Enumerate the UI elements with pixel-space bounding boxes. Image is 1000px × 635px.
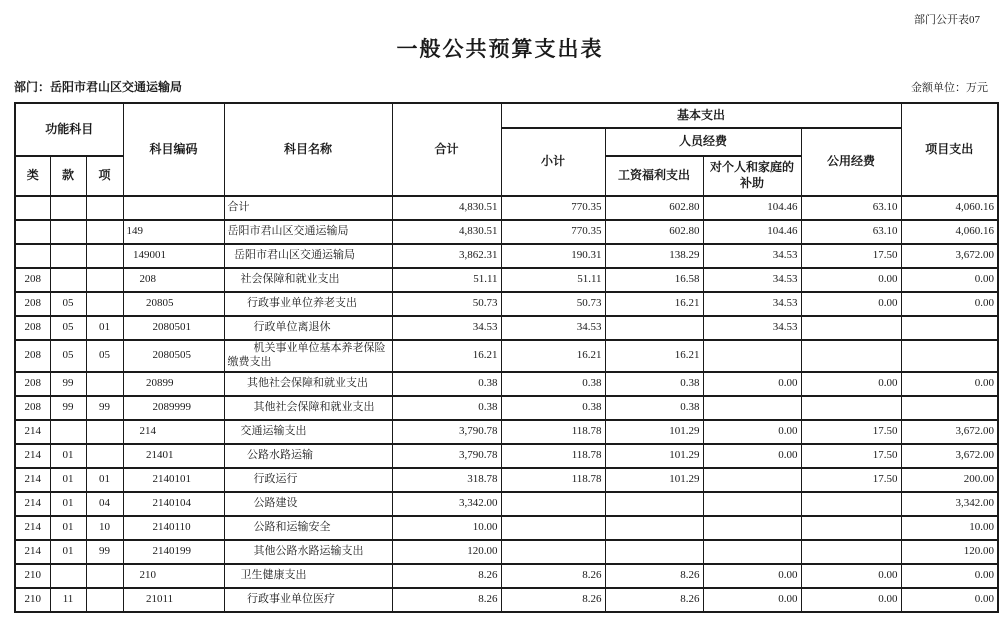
cell-project-expenditure: 120.00 (901, 540, 998, 564)
table-row (15, 588, 998, 612)
cell-salary-welfare: 602.80 (605, 196, 703, 220)
cell-class: 210 (15, 564, 50, 588)
table-row (15, 468, 998, 492)
cell-total: 0.38 (392, 396, 501, 420)
cell-item (86, 220, 123, 244)
cell-subject-name: 其他社会保障和就业支出 (224, 396, 392, 420)
cell-public-funds: 0.00 (801, 372, 901, 396)
cell-class: 214 (15, 516, 50, 540)
cell-subject-name: 行政单位离退休 (224, 316, 392, 340)
cell-item (86, 268, 123, 292)
cell-family-subsidy (703, 396, 801, 420)
header-class: 类 (15, 156, 50, 196)
cell-family-subsidy: 34.53 (703, 244, 801, 268)
table-row (15, 492, 998, 516)
cell-total: 4,830.51 (392, 196, 501, 220)
cell-total: 10.00 (392, 516, 501, 540)
cell-family-subsidy: 34.53 (703, 316, 801, 340)
table-row (15, 340, 998, 372)
cell-class: 208 (15, 340, 50, 372)
cell-section: 05 (50, 316, 86, 340)
cell-class: 208 (15, 268, 50, 292)
cell-project-expenditure: 10.00 (901, 516, 998, 540)
cell-section: 11 (50, 588, 86, 612)
cell-project-expenditure: 4,060.16 (901, 220, 998, 244)
cell-salary-welfare: 101.29 (605, 468, 703, 492)
cell-item: 99 (86, 396, 123, 420)
header-section: 款 (50, 156, 86, 196)
cell-subject-code: 2140104 (123, 492, 224, 516)
cell-subject-code: 2089999 (123, 396, 224, 420)
cell-subject-code: 149001 (123, 244, 224, 268)
cell-item: 01 (86, 468, 123, 492)
cell-section: 05 (50, 292, 86, 316)
cell-salary-welfare: 602.80 (605, 220, 703, 244)
cell-salary-welfare: 16.21 (605, 292, 703, 316)
cell-class: 214 (15, 492, 50, 516)
cell-subject-name: 岳阳市君山区交通运输局 (224, 220, 392, 244)
cell-section (50, 196, 86, 220)
cell-class (15, 244, 50, 268)
cell-subtotal: 51.11 (501, 268, 605, 292)
cell-class (15, 220, 50, 244)
cell-subtotal: 8.26 (501, 588, 605, 612)
cell-subject-code: 214 (123, 420, 224, 444)
cell-subject-code: 21011 (123, 588, 224, 612)
header-public-funds: 公用经费 (801, 128, 901, 196)
header-functional-subject: 功能科目 (15, 103, 123, 156)
cell-subject-name: 交通运输支出 (224, 420, 392, 444)
cell-salary-welfare (605, 316, 703, 340)
cell-total: 318.78 (392, 468, 501, 492)
cell-salary-welfare: 138.29 (605, 244, 703, 268)
table-row (15, 220, 998, 244)
cell-section (50, 420, 86, 444)
cell-class: 214 (15, 420, 50, 444)
header-subtotal: 小计 (501, 128, 605, 196)
cell-project-expenditure: 0.00 (901, 564, 998, 588)
header-family-subsidy: 对个人和家庭的补助 (703, 156, 801, 196)
cell-total: 3,790.78 (392, 444, 501, 468)
table-row (15, 564, 998, 588)
cell-subject-code: 20899 (123, 372, 224, 396)
cell-subject-code: 2080501 (123, 316, 224, 340)
cell-subject-code: 2080505 (123, 340, 224, 372)
cell-class: 210 (15, 588, 50, 612)
cell-section (50, 268, 86, 292)
cell-family-subsidy: 104.46 (703, 220, 801, 244)
cell-family-subsidy: 104.46 (703, 196, 801, 220)
table-row (15, 540, 998, 564)
cell-project-expenditure: 3,342.00 (901, 492, 998, 516)
cell-family-subsidy: 34.53 (703, 268, 801, 292)
table-row (15, 268, 998, 292)
cell-total: 8.26 (392, 564, 501, 588)
table-row (15, 444, 998, 468)
cell-salary-welfare: 16.21 (605, 340, 703, 372)
cell-subject-code: 2140110 (123, 516, 224, 540)
cell-public-funds (801, 492, 901, 516)
header-basic-expenditure: 基本支出 (501, 103, 901, 128)
cell-class: 214 (15, 468, 50, 492)
header-total: 合计 (392, 103, 501, 196)
cell-item (86, 244, 123, 268)
cell-total: 3,862.31 (392, 244, 501, 268)
cell-subtotal: 0.38 (501, 396, 605, 420)
table-row (15, 396, 998, 420)
cell-salary-welfare: 8.26 (605, 588, 703, 612)
cell-total: 3,342.00 (392, 492, 501, 516)
cell-subtotal: 50.73 (501, 292, 605, 316)
cell-project-expenditure (901, 396, 998, 420)
cell-item: 05 (86, 340, 123, 372)
cell-item (86, 372, 123, 396)
cell-item (86, 588, 123, 612)
cell-subject-name: 公路和运输安全 (224, 516, 392, 540)
cell-class: 208 (15, 292, 50, 316)
table-row (15, 372, 998, 396)
cell-subject-name: 机关事业单位基本养老保险缴费支出 (224, 340, 392, 372)
cell-total: 120.00 (392, 540, 501, 564)
cell-subject-name: 其他公路水路运输支出 (224, 540, 392, 564)
cell-subject-name: 合计 (224, 196, 392, 220)
cell-total: 4,830.51 (392, 220, 501, 244)
cell-total: 50.73 (392, 292, 501, 316)
cell-public-funds (801, 340, 901, 372)
cell-item (86, 292, 123, 316)
doc-code: 部门公开表07 (914, 14, 980, 26)
cell-item: 99 (86, 540, 123, 564)
cell-salary-welfare: 0.38 (605, 372, 703, 396)
cell-subtotal: 190.31 (501, 244, 605, 268)
cell-class: 208 (15, 396, 50, 420)
cell-public-funds: 0.00 (801, 564, 901, 588)
cell-item: 04 (86, 492, 123, 516)
cell-section: 99 (50, 396, 86, 420)
cell-subtotal: 0.38 (501, 372, 605, 396)
cell-section (50, 564, 86, 588)
cell-project-expenditure: 200.00 (901, 468, 998, 492)
cell-public-funds: 17.50 (801, 444, 901, 468)
cell-public-funds: 0.00 (801, 292, 901, 316)
cell-total: 34.53 (392, 316, 501, 340)
header-row-1 (15, 103, 998, 128)
cell-section: 05 (50, 340, 86, 372)
cell-public-funds: 0.00 (801, 588, 901, 612)
cell-project-expenditure: 0.00 (901, 372, 998, 396)
table-row (15, 196, 998, 220)
cell-subtotal: 118.78 (501, 468, 605, 492)
cell-public-funds (801, 540, 901, 564)
cell-section: 99 (50, 372, 86, 396)
cell-project-expenditure (901, 340, 998, 372)
cell-project-expenditure: 4,060.16 (901, 196, 998, 220)
cell-class: 208 (15, 316, 50, 340)
cell-salary-welfare: 0.38 (605, 396, 703, 420)
cell-subject-name: 公路建设 (224, 492, 392, 516)
cell-subject-name: 其他社会保障和就业支出 (224, 372, 392, 396)
cell-total: 16.21 (392, 340, 501, 372)
cell-public-funds: 17.50 (801, 468, 901, 492)
cell-public-funds (801, 516, 901, 540)
cell-subtotal: 118.78 (501, 420, 605, 444)
cell-subject-name: 行政运行 (224, 468, 392, 492)
cell-subject-code: 208 (123, 268, 224, 292)
cell-project-expenditure: 0.00 (901, 588, 998, 612)
table-row (15, 316, 998, 340)
header-subject-name: 科目名称 (224, 103, 392, 196)
cell-salary-welfare (605, 516, 703, 540)
cell-section: 01 (50, 540, 86, 564)
cell-subject-name: 公路水路运输 (224, 444, 392, 468)
cell-family-subsidy (703, 540, 801, 564)
cell-section (50, 244, 86, 268)
cell-subject-code: 2140101 (123, 468, 224, 492)
budget-expenditure-table (14, 102, 999, 613)
cell-salary-welfare: 16.58 (605, 268, 703, 292)
cell-project-expenditure: 3,672.00 (901, 420, 998, 444)
cell-class: 208 (15, 372, 50, 396)
cell-item: 10 (86, 516, 123, 540)
table-row (15, 292, 998, 316)
cell-project-expenditure: 0.00 (901, 268, 998, 292)
cell-family-subsidy: 0.00 (703, 564, 801, 588)
cell-subject-name: 岳阳市君山区交通运输局 (224, 244, 392, 268)
cell-project-expenditure (901, 316, 998, 340)
cell-family-subsidy (703, 340, 801, 372)
cell-class: 214 (15, 540, 50, 564)
table-row (15, 420, 998, 444)
cell-total: 51.11 (392, 268, 501, 292)
cell-section: 01 (50, 492, 86, 516)
cell-item (86, 196, 123, 220)
cell-total: 0.38 (392, 372, 501, 396)
cell-subject-name: 行政事业单位养老支出 (224, 292, 392, 316)
cell-class: 214 (15, 444, 50, 468)
cell-item: 01 (86, 316, 123, 340)
cell-public-funds: 63.10 (801, 220, 901, 244)
cell-subject-name: 行政事业单位医疗 (224, 588, 392, 612)
cell-public-funds: 17.50 (801, 420, 901, 444)
cell-subject-code: 149 (123, 220, 224, 244)
cell-family-subsidy: 0.00 (703, 588, 801, 612)
cell-total: 3,790.78 (392, 420, 501, 444)
cell-subject-name: 卫生健康支出 (224, 564, 392, 588)
cell-item (86, 444, 123, 468)
cell-class (15, 196, 50, 220)
cell-public-funds: 0.00 (801, 268, 901, 292)
cell-public-funds (801, 396, 901, 420)
cell-subtotal (501, 492, 605, 516)
cell-family-subsidy (703, 516, 801, 540)
page-title: 一般公共预算支出表 (396, 38, 604, 61)
cell-salary-welfare (605, 540, 703, 564)
header-salary-welfare: 工资福利支出 (605, 156, 703, 196)
cell-subtotal: 34.53 (501, 316, 605, 340)
cell-item (86, 420, 123, 444)
cell-subject-name: 社会保障和就业支出 (224, 268, 392, 292)
table-row (15, 516, 998, 540)
cell-public-funds (801, 316, 901, 340)
meta-row (0, 80, 1000, 95)
table-row (15, 244, 998, 268)
cell-family-subsidy: 0.00 (703, 372, 801, 396)
cell-family-subsidy: 34.53 (703, 292, 801, 316)
header-project-expenditure: 项目支出 (901, 103, 998, 196)
header-item: 项 (86, 156, 123, 196)
cell-public-funds: 17.50 (801, 244, 901, 268)
cell-project-expenditure: 3,672.00 (901, 444, 998, 468)
header-subject-code: 科目编码 (123, 103, 224, 196)
cell-total: 8.26 (392, 588, 501, 612)
header-personnel-funds: 人员经费 (605, 128, 801, 156)
cell-salary-welfare: 8.26 (605, 564, 703, 588)
cell-salary-welfare (605, 492, 703, 516)
cell-item (86, 564, 123, 588)
cell-subject-code: 20805 (123, 292, 224, 316)
cell-section: 01 (50, 516, 86, 540)
cell-family-subsidy: 0.00 (703, 420, 801, 444)
cell-subject-code: 2140199 (123, 540, 224, 564)
cell-project-expenditure: 3,672.00 (901, 244, 998, 268)
cell-subtotal (501, 516, 605, 540)
cell-section: 01 (50, 468, 86, 492)
cell-subtotal: 8.26 (501, 564, 605, 588)
cell-section: 01 (50, 444, 86, 468)
cell-subtotal: 770.35 (501, 196, 605, 220)
cell-salary-welfare: 101.29 (605, 420, 703, 444)
cell-subject-code: 210 (123, 564, 224, 588)
department-label: 部门：岳阳市君山区交通运输局 (14, 80, 183, 94)
cell-family-subsidy (703, 492, 801, 516)
cell-family-subsidy: 0.00 (703, 444, 801, 468)
cell-section (50, 220, 86, 244)
cell-family-subsidy (703, 468, 801, 492)
cell-salary-welfare: 101.29 (605, 444, 703, 468)
cell-subtotal: 118.78 (501, 444, 605, 468)
amount-unit-label: 金额单位：万元 (911, 82, 988, 94)
cell-subtotal: 770.35 (501, 220, 605, 244)
table-body (15, 196, 998, 612)
cell-subject-code: 21401 (123, 444, 224, 468)
cell-subtotal: 16.21 (501, 340, 605, 372)
cell-project-expenditure: 0.00 (901, 292, 998, 316)
cell-subtotal (501, 540, 605, 564)
cell-public-funds: 63.10 (801, 196, 901, 220)
cell-subject-code (123, 196, 224, 220)
